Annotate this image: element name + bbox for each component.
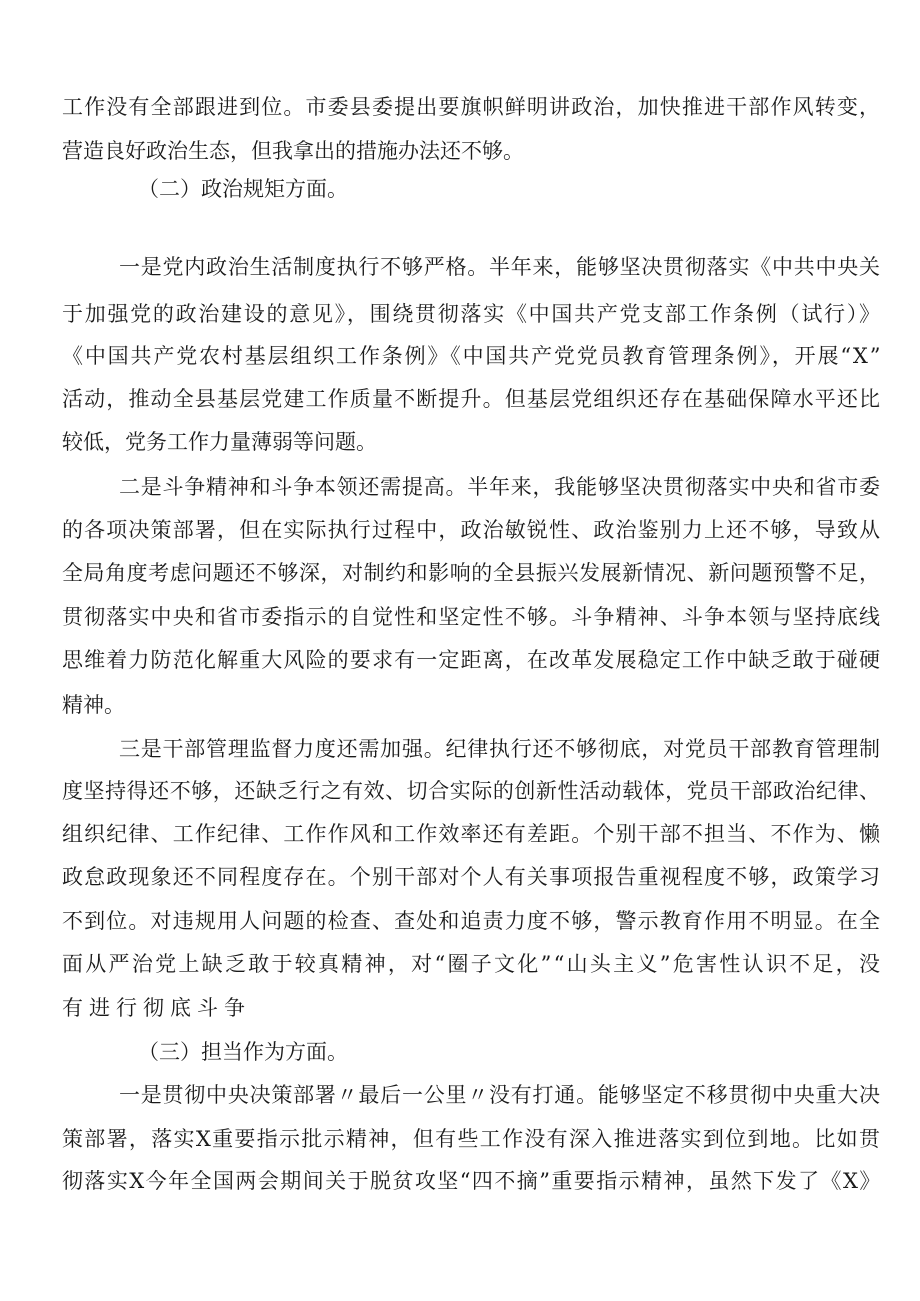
text-line: 一是贯彻中央决策部署〃最后一公里〃没有打通。能够坚定不移贯彻中央重大决 bbox=[119, 1083, 881, 1107]
text-line: 精神。 bbox=[62, 693, 125, 717]
text-line: 不到位。对违规用人问题的检查、查处和追责力度不够，警示教育作用不明显。在全 bbox=[62, 909, 882, 933]
text-line: 思维着力防范化解重大风险的要求有一定距离，在改革发展稳定工作中缺乏敢于碰硬 bbox=[62, 648, 882, 672]
text-line: 政怠政现象还不同程度存在。个别干部对个人有关事项报告重视程度不够，政策学习 bbox=[62, 865, 882, 889]
text-line: 于加强党的政治建设的意见》，围绕贯彻落实《中国共产党支部工作条例（试行）》 bbox=[62, 302, 882, 326]
section-heading: （三）担当作为方面。 bbox=[138, 1040, 348, 1064]
text-line: 贯彻落实中央和省市委指示的自觉性和坚定性不够。斗争精神、斗争本领与坚持底线 bbox=[62, 605, 882, 629]
text-line: 组织纪律、工作纪律、工作作风和工作效率还有差距。个别干部不担当、不作为、懒 bbox=[62, 822, 882, 846]
text-line: 一是党内政治生活制度执行不够严格。半年来，能够坚决贯彻落实《中共中央关 bbox=[119, 255, 881, 279]
text-line: 二是斗争精神和斗争本领还需提高。半年来，我能够坚决贯彻落实中央和省市委 bbox=[119, 475, 881, 499]
text-line: 有进行彻底斗争 bbox=[62, 996, 251, 1020]
text-line: 较低，党务工作力量薄弱等问题。 bbox=[62, 430, 377, 454]
text-line: 工作没有全部跟进到位。市委县委提出要旗帜鲜明讲政治，加快推进干部作风转变， bbox=[62, 95, 882, 119]
section-heading: （二）政治规矩方面。 bbox=[138, 177, 348, 201]
text-line: 面从严治党上缺乏敢于较真精神，对“圈子文化”“山头主义”危害性认识不足，没 bbox=[62, 952, 883, 976]
text-line: 度坚持得还不够，还缺乏行之有效、切合实际的创新性活动载体，党员干部政治纪律、 bbox=[62, 779, 881, 803]
text-line: 彻落实X今年全国两会期间关于脱贫攻坚“四不摘”重要指示精神，虽然下发了《X》 bbox=[62, 1169, 882, 1193]
text-line: 三是干部管理监督力度还需加强。纪律执行还不够彻底，对党员干部教育管理制 bbox=[119, 737, 881, 761]
text-line: 的各项决策部署，但在实际执行过程中，政治敏锐性、政治鉴别力上还不够，导致从 bbox=[62, 518, 882, 542]
text-line: 全局角度考虑问题还不够深，对制约和影响的全县振兴发展新情况、新问题预警不足， bbox=[62, 561, 881, 585]
text-line: 《中国共产党农村基层组织工作条例》《中国共产党党员教育管理条例》，开展“X” bbox=[62, 344, 883, 368]
text-line: 策部署，落实X重要指示批示精神，但有些工作没有深入推进落实到位到地。比如贯 bbox=[62, 1127, 882, 1151]
text-line: 活动，推动全县基层党建工作质量不断提升。但基层党组织还存在基础保障水平还比 bbox=[62, 387, 882, 411]
text-line: 营造良好政治生态，但我拿出的措施办法还不够。 bbox=[62, 139, 524, 163]
